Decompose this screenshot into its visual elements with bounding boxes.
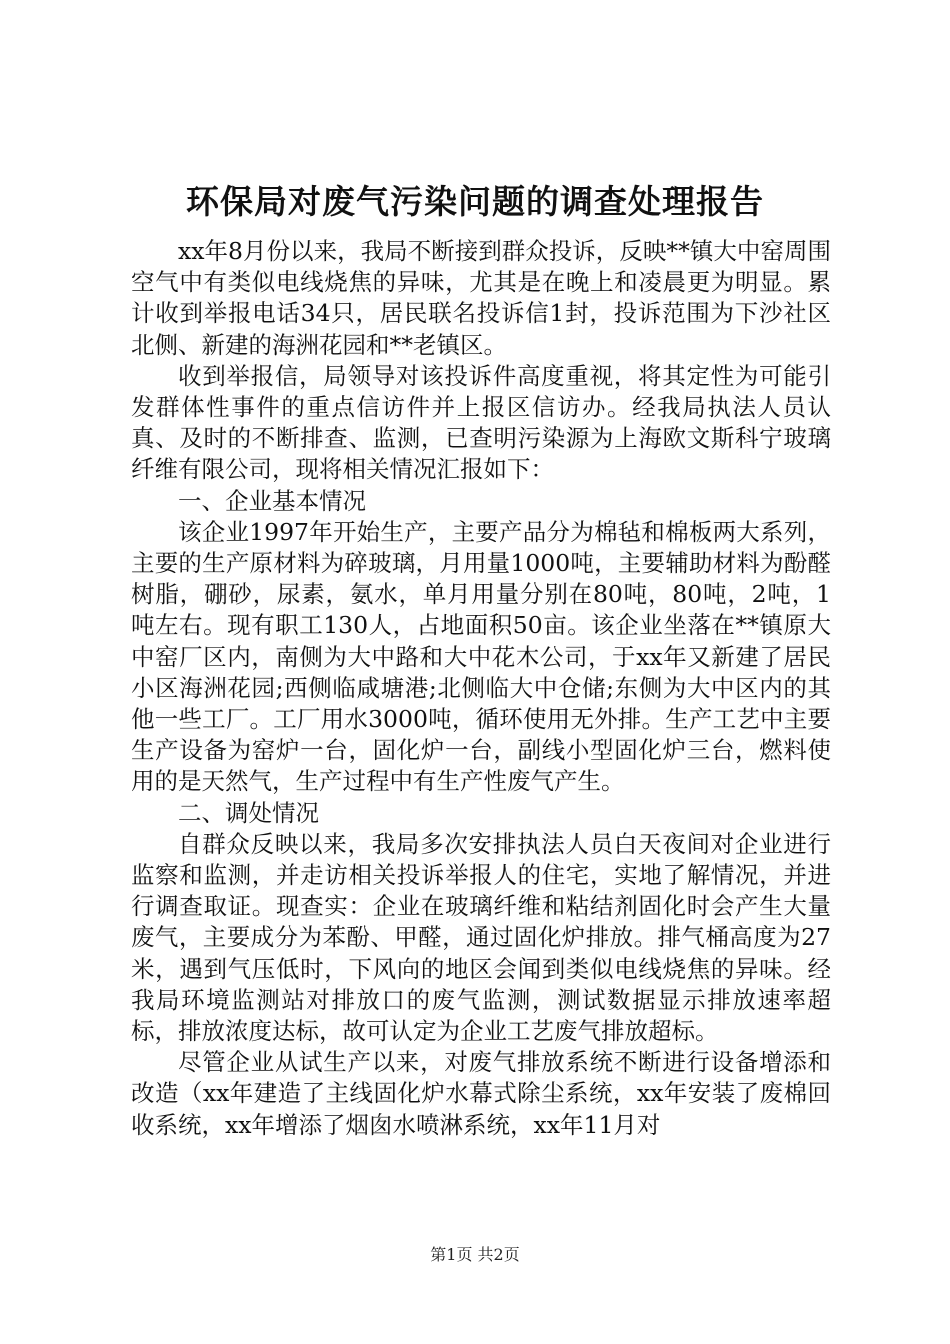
paragraph-response: 收到举报信，局领导对该投诉件高度重视，将其定性为可能引发群体性事件的重点信访件并上报区信访办。经我局执法人员认真、及时的不断排查、监测，已查明污染源为上海欧文斯科宁玻璃纤维有限公司，现将相关情况汇报如下：	[131, 361, 831, 484]
page-indicator: 第1页 共2页	[430, 1245, 520, 1264]
paragraph-investigation: 自群众反映以来，我局多次安排执法人员白天夜间对企业进行监察和监测，并走访相关投诉举报人的住宅，实地了解情况，并进行调查取证。现查实：企业在玻璃纤维和粘结剂固化时会产生大量废气，主要成分为苯酚、甲醛，通过固化炉排放。排气桶高度为27米，遇到气压低时，下风向的地区会闻到类似电线烧焦的异味。经我局环境监测站对排放口的废气监测，测试数据显示排放速率超标，排放浓度达标，故可认定为企业工艺废气排放超标。	[131, 829, 831, 1046]
document-body	[131, 236, 831, 1141]
paragraph-improvements: 尽管企业从试生产以来，对废气排放系统不断进行设备增添和改造（xx年建造了主线固化炉水幕式除尘系统，xx年安装了废棉回收系统，xx年增添了烟囱水喷淋系统，xx年11月对	[131, 1048, 831, 1139]
section-heading-investigation: 二、调处情况	[178, 798, 319, 827]
paragraph-intro: xx年8月份以来，我局不断接到群众投诉，反映**镇大中窑周围空气中有类似电线烧焦的异味，尤其是在晚上和凌晨更为明显。累计收到举报电话34只，居民联名投诉信1封，投诉范围为下沙社区北侧、新建的海洲花园和**老镇区。	[131, 237, 831, 359]
document-title: 环保局对废气污染问题的调查处理报告	[186, 182, 764, 221]
section-heading-basic-info: 一、企业基本情况	[178, 486, 366, 515]
paragraph-basic-info: 该企业1997年开始生产，主要产品分为棉毡和棉板两大系列，主要的生产原材料为碎玻璃，月用量1000吨，主要辅助材料为酚醛树脂，硼砂，尿素，氨水，单月用量分别在80吨，80吨，2吨，1吨左右。现有职工130人，占地面积50亩。该企业坐落在**镇原大中窑厂区内，南侧为大中路和大中花木公司，于xx年又新建了居民小区海洲花园;西侧临咸塘港;北侧临大中仓储;东侧为大中区内的其他一些工厂。工厂用水3000吨，循环使用无外排。生产工艺中主要生产设备为窑炉一台，固化炉一台，副线小型固化炉三台，燃料使用的是天然气，生产过程中有生产性废气产生。	[131, 517, 831, 796]
